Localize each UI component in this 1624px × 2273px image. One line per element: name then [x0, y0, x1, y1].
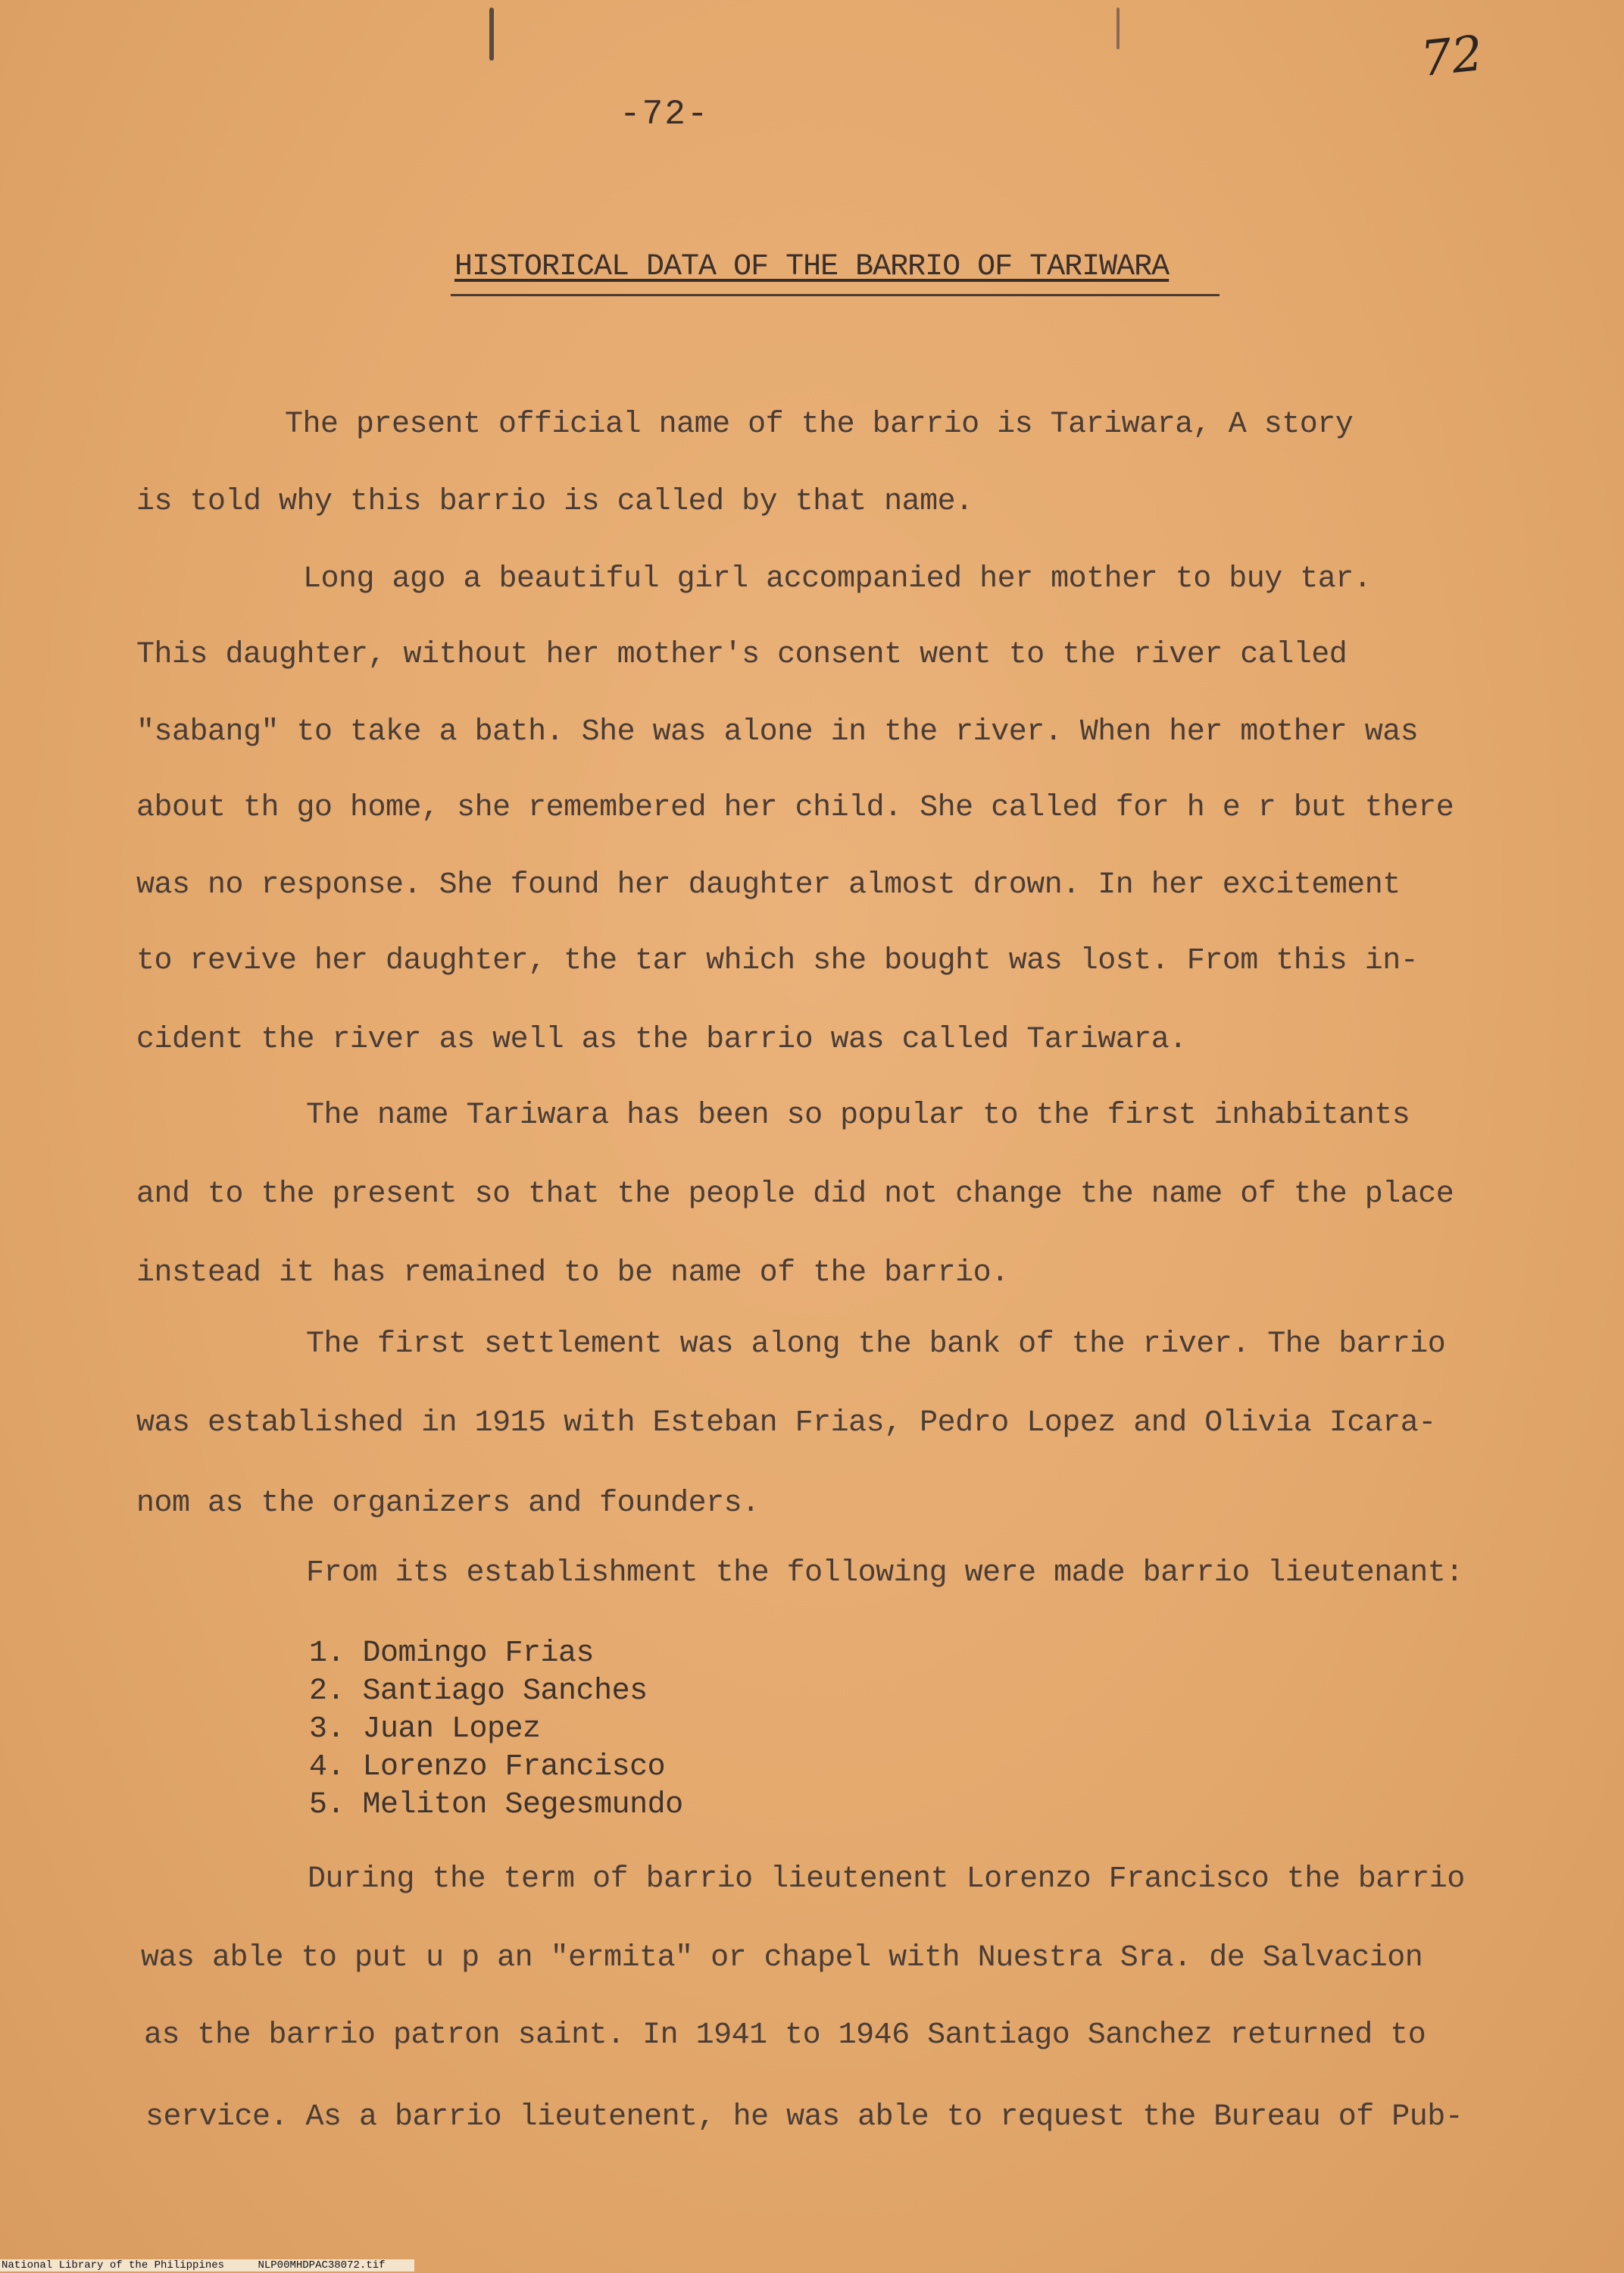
body-line: "sabang" to take a bath. She was alone in the river. When her mother was: [136, 715, 1419, 749]
body-line: The present official name of the barrio is Tariwara, A story: [285, 408, 1354, 442]
list-item: 3. Juan Lopez: [309, 1712, 541, 1746]
list-item: 4. Lorenzo Francisco: [309, 1750, 666, 1784]
body-line: Long ago a beautiful girl accompanied her mother to buy tar.: [303, 562, 1372, 596]
list-item: 1. Domingo Frias: [309, 1637, 595, 1671]
list-item: 2. Santiago Sanches: [309, 1674, 648, 1709]
body-line: about th go home, she remembered her child. She called for h e r but there: [136, 791, 1454, 825]
body-line: nom as the organizers and founders.: [136, 1487, 760, 1521]
body-line: The name Tariwara has been so popular to the first inhabitants: [306, 1099, 1410, 1133]
body-line: During the term of barrio lieutenent Lorenzo Francisco the barrio: [308, 1862, 1465, 1896]
binding-mark: [489, 8, 494, 61]
list-item: 5. Meliton Segesmundo: [309, 1788, 683, 1822]
body-line: was established in 1915 with Esteban Frias, Pedro Lopez and Olivia Icara-: [136, 1406, 1436, 1440]
scan-footer: [0, 2259, 414, 2271]
body-line: The first settlement was along the bank of the river. The barrio: [306, 1327, 1446, 1362]
body-line: service. As a barrio lieutenent, he was able to request the Bureau of Pub-: [145, 2100, 1463, 2134]
handwritten-page-number: 72: [1418, 25, 1486, 89]
body-line: is told why this barrio is called by that name.: [136, 485, 973, 519]
binding-mark: [1116, 8, 1120, 49]
document-title: HISTORICAL DATA OF THE BARRIO OF TARIWARA: [454, 250, 1170, 284]
footer-institution: National Library of the Philippines: [2, 2259, 225, 2271]
body-line: as the barrio patron saint. In 1941 to 1946 Santiago Sanchez returned to: [144, 2018, 1426, 2053]
footer-filename: NLP00MHDPAC38072.tif: [258, 2259, 386, 2271]
body-line: and to the present so that the people did not change the name of the place: [136, 1177, 1454, 1212]
body-line: was no response. She found her daughter almost drown. In her excitement: [136, 868, 1401, 902]
typed-page-number: -72-: [620, 95, 710, 134]
body-line: This daughter, without her mother's consent went to the river called: [136, 638, 1348, 672]
body-line: From its establishment the following were made barrio lieutenant:: [306, 1556, 1463, 1590]
body-line: to revive her daughter, the tar which she bought was lost. From this in-: [136, 944, 1419, 978]
body-line: was able to put u p an "ermita" or chapel with Nuestra Sra. de Salvacion: [141, 1941, 1423, 1975]
body-line: cident the river as well as the barrio was called Tariwara.: [136, 1023, 1187, 1057]
title-underline: [451, 294, 1220, 296]
body-line: instead it has remained to be name of the barrio.: [136, 1256, 1009, 1290]
